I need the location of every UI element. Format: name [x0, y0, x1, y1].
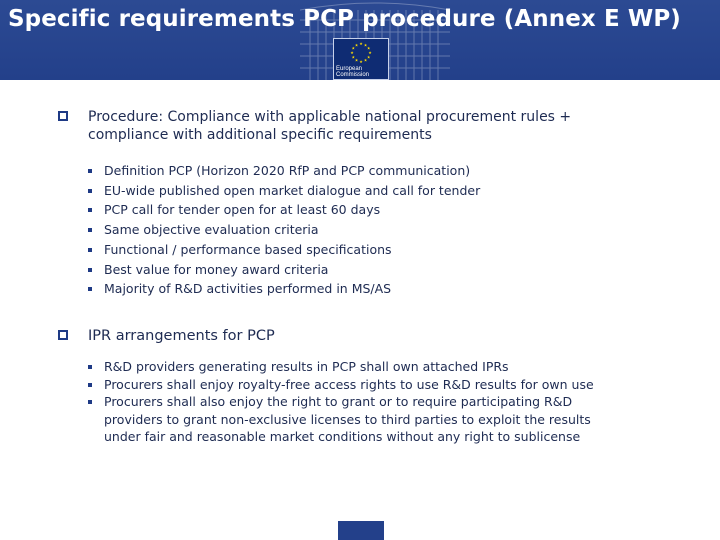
square-bullet-icon: [88, 400, 92, 404]
svg-text:★: ★: [354, 57, 359, 63]
logo-text-line1: European: [336, 66, 363, 72]
heading-line: IPR arrangements for PCP: [88, 328, 275, 344]
list-item-text: providers to grant non-exclusive licenses to third parties to exploit the results: [104, 411, 591, 427]
list-item-text: EU-wide published open market dialogue and call for tender: [104, 182, 481, 198]
list-item: [88, 181, 480, 201]
section-ipr: [58, 327, 275, 345]
slide-title: Specific requirements PCP procedure (Annex E WP): [8, 6, 681, 32]
logo-text-line2: Commission: [336, 72, 370, 78]
square-bullet-icon: [88, 268, 92, 272]
list-item: [88, 279, 480, 299]
list-item: [88, 200, 480, 220]
checkbox-bullet-icon: [58, 111, 68, 121]
list-item: [88, 240, 480, 260]
eu-stars-icon: [347, 41, 375, 63]
list-item: [88, 260, 480, 280]
section-procedure: [58, 108, 571, 144]
list-item-text: Majority of R&D activities performed in MS/AS: [104, 281, 392, 297]
square-bullet-icon: [88, 189, 92, 193]
square-bullet-icon: [88, 248, 92, 252]
list-item-text: Same objective evaluation criteria: [104, 222, 319, 238]
svg-text:★: ★: [351, 45, 356, 51]
list-item-text: under fair and reasonable market conditions without any right to sublicense: [104, 429, 581, 445]
svg-text:★: ★: [351, 54, 356, 60]
svg-text:★: ★: [366, 45, 371, 51]
square-bullet-icon: [88, 383, 92, 387]
svg-text:★: ★: [350, 50, 354, 55]
svg-text:★: ★: [359, 59, 363, 63]
svg-text:★: ★: [354, 42, 359, 48]
svg-text:★: ★: [359, 41, 363, 46]
svg-text:★: ★: [368, 50, 372, 55]
square-bullet-icon: [88, 365, 92, 369]
list-item: [88, 161, 480, 181]
checkbox-bullet-icon: [58, 330, 68, 340]
svg-text:★: ★: [363, 42, 368, 48]
section-heading: [58, 327, 275, 345]
square-bullet-icon: [88, 228, 92, 232]
heading-line: Procedure: Compliance with applicable national procurement rules +: [88, 109, 572, 125]
list-item-text: PCP call for tender open for at least 60 days: [104, 202, 381, 218]
list-item: [88, 220, 480, 240]
list-item: [88, 393, 678, 446]
heading-line: compliance with additional specific requirements: [88, 127, 432, 143]
list-item-text: Definition PCP (Horizon 2020 RfP and PCP communication): [104, 163, 471, 178]
list-item-text: R&D providers generating results in PCP shall own attached IPRs: [104, 359, 509, 374]
list-item-text: Procurers shall also enjoy the right to grant or to require participating R&D: [104, 394, 573, 410]
procedure-requirements-list: [88, 161, 480, 299]
square-bullet-icon: [88, 208, 92, 212]
section-heading: [58, 108, 571, 144]
header-banner: [0, 0, 720, 80]
list-item-text: Procurers shall enjoy royalty-free access rights to use R&D results for own use: [104, 376, 594, 392]
european-commission-logo: [333, 38, 389, 80]
square-bullet-icon: [88, 287, 92, 291]
list-item: [88, 358, 678, 376]
square-bullet-icon: [88, 169, 92, 173]
list-item: [88, 376, 678, 394]
logo-text: [336, 66, 386, 78]
footer-blue-block: [338, 521, 384, 540]
svg-text:★: ★: [363, 57, 368, 63]
list-item-text: Best value for money award criteria: [104, 261, 329, 277]
ipr-arrangements-list: [88, 358, 678, 446]
svg-text:★: ★: [366, 54, 371, 60]
list-item-text: Functional / performance based specifications: [104, 241, 392, 257]
